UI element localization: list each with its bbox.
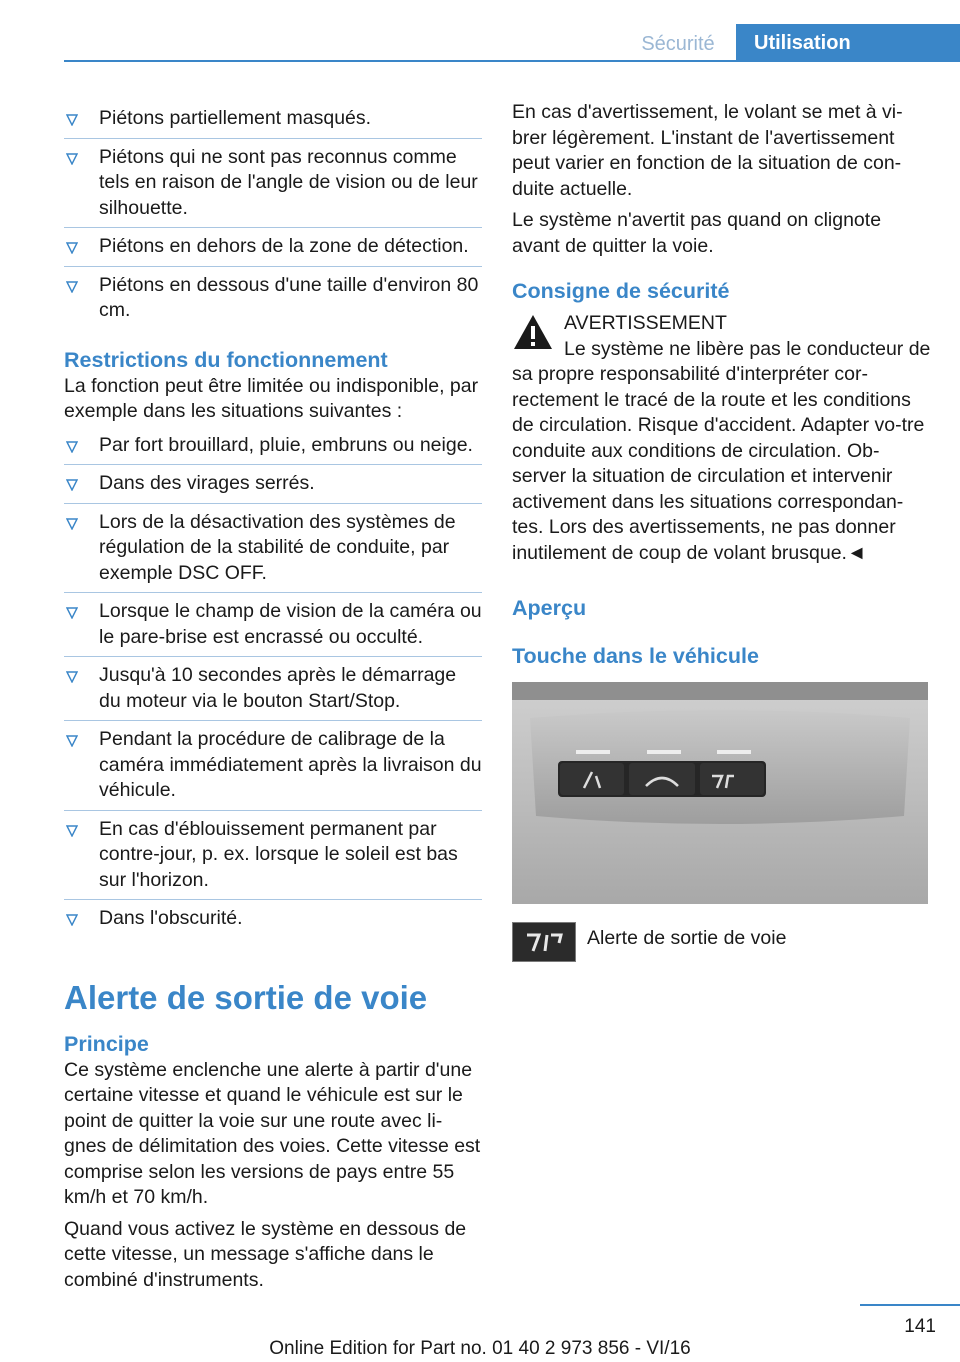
triangle-bullet-icon	[66, 727, 80, 752]
triangle-bullet-icon	[66, 106, 80, 131]
list-item-text: Dans l'obscurité.	[99, 907, 243, 929]
legend-row	[512, 922, 932, 966]
lane-departure-icon	[512, 922, 576, 962]
warning-block	[512, 311, 932, 566]
triangle-bullet-icon	[66, 906, 80, 931]
triangle-bullet-icon	[66, 510, 80, 535]
legend-label: Alerte de sortie de voie	[587, 927, 787, 949]
list-item-text: Piétons partiellement masqués.	[99, 107, 372, 129]
list-item	[64, 906, 482, 938]
warning-triangle-icon	[512, 313, 554, 351]
list-item	[64, 727, 482, 811]
triangle-bullet-icon	[66, 663, 80, 688]
list-item-text: Lorsque le champ de vision de la caméra ou le pare-brise est encrassé ou occulté.	[99, 600, 482, 648]
bullet-list-pedestrians	[64, 106, 482, 330]
page-number: 141	[904, 1316, 936, 1337]
list-item-text: Par fort brouillard, pluie, embruns ou neige.	[99, 433, 473, 456]
list-item-text: Lors de la désactivation des systèmes de régulation de la stabilité de conduite, par exemple DSC OFF.	[99, 510, 456, 584]
list-item-text: En cas d'éblouissement permanent par contre-jour, p. ex. lorsque le soleil est bas sur l'horizon.	[99, 817, 458, 891]
safety-heading: Consigne de sécurité	[512, 279, 730, 303]
page-header	[0, 0, 960, 62]
triangle-bullet-icon	[66, 471, 80, 496]
warning-title: AVERTISSEMENT	[564, 312, 727, 334]
principle-heading: Principe	[64, 1031, 149, 1056]
list-item	[64, 471, 482, 504]
list-item-text: Jusqu'à 10 secondes après le démarrage du moteur via le bouton Start/Stop.	[99, 664, 457, 712]
header-tab-utilisation[interactable]: Utilisation	[736, 24, 960, 62]
restrictions-heading: Restrictions du fonctionnement	[64, 347, 388, 372]
list-item	[64, 663, 482, 721]
edition-line: Online Edition for Part no. 01 40 2 973 856 - VI/16	[269, 1338, 691, 1359]
list-item	[64, 433, 482, 466]
list-item	[64, 273, 482, 330]
header-rule	[64, 60, 960, 62]
bullet-list-restrictions	[64, 433, 482, 938]
header-tab-securite[interactable]: Sécurité	[641, 33, 715, 55]
list-item	[64, 145, 482, 229]
principle-paragraph-1: Ce système enclenche une alerte à partir d'une certaine vitesse et quand le véhicule est sur le point de quitter la voie sur une route avec li-gnes de délimitation des voies. Cette vitesse est comprise selon les versions de pays entre 55 km/h et 70 km/h.	[64, 1058, 481, 1208]
triangle-bullet-icon	[66, 599, 80, 624]
list-item	[64, 817, 482, 901]
left-column	[64, 100, 482, 1299]
list-item-text: Dans des virages serrés.	[99, 472, 315, 494]
right-column	[512, 100, 932, 966]
list-item-text: Piétons en dehors de la zone de détection.	[99, 235, 469, 257]
list-item	[64, 234, 482, 267]
triangle-bullet-icon	[66, 273, 80, 298]
vehicle-button-photo	[512, 682, 928, 904]
warning-body: Le système ne libère pas le conducteur de sa propre responsabilité d'interpréter cor-rectement le tracé de la route et les conditions de circulation. Risque d'accident. Adapter vo-tre conduite aux conditions de circulation. Ob-server la situation de circulation et intervenir activement dans les situations correspondan-tes. Lors des avertissements, ne pas donner inutilement de coup de volant brusque.◄	[512, 337, 931, 564]
right-paragraph-1: En cas d'avertissement, le volant se met à vi-brer légèrement. L'instant de l'avertissement peut varier en fonction de la situation de con-duite actuelle.	[512, 101, 903, 200]
triangle-bullet-icon	[66, 145, 80, 170]
overview-heading: Aperçu	[512, 596, 587, 620]
triangle-bullet-icon	[66, 817, 80, 842]
list-item-text: Pendant la procédure de calibrage de la caméra immédiatement après la livraison du véhicule.	[99, 728, 482, 801]
section-title: Alerte de sortie de voie	[64, 978, 428, 1016]
restrictions-intro: La fonction peut être limitée ou indisponible, par exemple dans les situations suivantes :	[64, 374, 479, 422]
list-item-text: Piétons en dessous d'une taille d'environ 80 cm.	[99, 273, 479, 321]
list-item-text: Piétons qui ne sont pas reconnus comme tels en raison de l'angle de vision ou de leur silhouette.	[99, 145, 478, 219]
triangle-bullet-icon	[66, 433, 80, 458]
triangle-bullet-icon	[66, 234, 80, 259]
list-item	[64, 106, 482, 139]
right-paragraph-2: Le système n'avertit pas quand on clignote avant de quitter la voie.	[512, 209, 882, 257]
button-heading: Touche dans le véhicule	[512, 644, 759, 668]
list-item	[64, 510, 482, 594]
footer-rule	[860, 1304, 960, 1306]
principle-paragraph-2: Quand vous activez le système en dessous de cette vitesse, un message s'affiche dans le combiné d'instruments.	[64, 1217, 467, 1291]
list-item	[64, 599, 482, 657]
